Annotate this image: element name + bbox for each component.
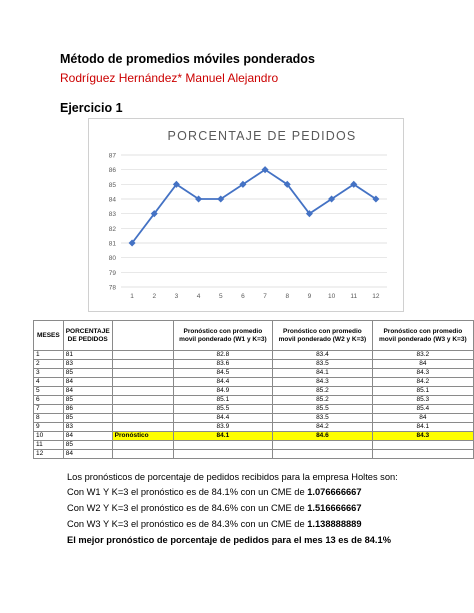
table-cell: 9 bbox=[34, 423, 64, 432]
table-row bbox=[34, 414, 474, 423]
line-chart bbox=[88, 118, 404, 312]
table-cell: 84 bbox=[63, 378, 112, 387]
exercise-heading: Ejercicio 1 bbox=[60, 101, 123, 115]
x-tick-label: 4 bbox=[196, 293, 201, 300]
table-cell: 84.1 bbox=[372, 423, 473, 432]
table-cell: 84.1 bbox=[173, 432, 273, 441]
table-row bbox=[34, 351, 474, 360]
table-cell: 85 bbox=[63, 441, 112, 450]
table-cell: 4 bbox=[34, 378, 64, 387]
table-cell: 85.4 bbox=[372, 405, 473, 414]
table-header-row bbox=[34, 321, 474, 351]
table-cell: 84 bbox=[372, 360, 473, 369]
table-header-cell bbox=[112, 321, 173, 351]
y-tick-label: 82 bbox=[108, 225, 116, 233]
intro-text: Los pronósticos de porcentaje de pedidos recibidos para la empresa Holtes son: bbox=[67, 472, 398, 482]
table-cell: 83.5 bbox=[273, 414, 373, 423]
table-cell: 84 bbox=[372, 414, 473, 423]
table-cell bbox=[372, 441, 473, 450]
table-cell bbox=[273, 450, 373, 459]
w3-result bbox=[67, 519, 362, 529]
table-cell: 85.1 bbox=[372, 387, 473, 396]
y-tick-label: 79 bbox=[108, 269, 116, 277]
table-cell: 83 bbox=[63, 423, 112, 432]
table-cell: Pronóstico bbox=[112, 432, 173, 441]
chart-svg bbox=[89, 119, 403, 311]
table-cell bbox=[112, 351, 173, 360]
table-row bbox=[34, 378, 474, 387]
w1-cme: 1.076666667 bbox=[307, 487, 362, 497]
table-cell: 84.5 bbox=[173, 369, 273, 378]
table-cell: 81 bbox=[63, 351, 112, 360]
table-cell: 84.3 bbox=[372, 432, 473, 441]
table-row bbox=[34, 405, 474, 414]
y-tick-label: 87 bbox=[108, 152, 116, 160]
data-table bbox=[33, 320, 474, 459]
table-cell bbox=[273, 441, 373, 450]
table-cell: 84.3 bbox=[273, 378, 373, 387]
table-cell: 84.3 bbox=[372, 369, 473, 378]
table-cell bbox=[112, 369, 173, 378]
table-cell: 83 bbox=[63, 360, 112, 369]
table-header-cell: Pronóstico con promedio movil ponderado (W2 y K=3) bbox=[273, 321, 373, 351]
chart-title: PORCENTAJE DE PEDIDOS bbox=[167, 129, 357, 143]
table-cell bbox=[112, 378, 173, 387]
table-cell: 85.5 bbox=[273, 405, 373, 414]
y-tick-label: 81 bbox=[108, 240, 116, 248]
table-cell: 83.9 bbox=[173, 423, 273, 432]
table-cell: 83.4 bbox=[273, 351, 373, 360]
table-cell: 2 bbox=[34, 360, 64, 369]
table-row bbox=[34, 450, 474, 459]
table-cell: 1 bbox=[34, 351, 64, 360]
table-cell: 85 bbox=[63, 396, 112, 405]
y-tick-label: 86 bbox=[108, 167, 116, 175]
table-cell: 84.4 bbox=[173, 414, 273, 423]
table-cell: 86 bbox=[63, 405, 112, 414]
table-cell: 85.3 bbox=[372, 396, 473, 405]
table-cell: 5 bbox=[34, 387, 64, 396]
table-cell bbox=[112, 387, 173, 396]
table-cell: 83.2 bbox=[372, 351, 473, 360]
table-cell: 84 bbox=[63, 450, 112, 459]
table-cell: 85.5 bbox=[173, 405, 273, 414]
table-cell: 85.1 bbox=[173, 396, 273, 405]
y-tick-label: 80 bbox=[108, 255, 116, 263]
table-cell bbox=[112, 441, 173, 450]
document-title: Método de promedios móviles ponderados bbox=[60, 52, 315, 66]
table-cell: 84 bbox=[63, 387, 112, 396]
table-cell: 84.2 bbox=[273, 423, 373, 432]
table-cell bbox=[112, 450, 173, 459]
table-cell bbox=[372, 450, 473, 459]
table-cell: 84 bbox=[63, 432, 112, 441]
table-row bbox=[34, 423, 474, 432]
table-row bbox=[34, 360, 474, 369]
table-row bbox=[34, 441, 474, 450]
table-cell: 3 bbox=[34, 369, 64, 378]
table-row bbox=[34, 387, 474, 396]
y-tick-label: 78 bbox=[108, 284, 116, 292]
table-cell bbox=[173, 441, 273, 450]
x-tick-label: 7 bbox=[263, 293, 267, 300]
table-cell: 84.2 bbox=[372, 378, 473, 387]
table-cell: 84.6 bbox=[273, 432, 373, 441]
table-cell: 8 bbox=[34, 414, 64, 423]
x-tick-label: 9 bbox=[307, 293, 312, 300]
table-cell: 85 bbox=[63, 414, 112, 423]
y-tick-label: 84 bbox=[108, 196, 116, 204]
table-cell: 84.9 bbox=[173, 387, 273, 396]
table-cell bbox=[112, 405, 173, 414]
x-tick-label: 3 bbox=[174, 293, 179, 300]
table-cell: 11 bbox=[34, 441, 64, 450]
table-cell: 83.5 bbox=[273, 360, 373, 369]
conclusion-text: El mejor pronóstico de porcentaje de pedidos para el mes 13 es de 84.1% bbox=[67, 535, 391, 545]
table-cell bbox=[112, 360, 173, 369]
table-header-cell: MESES bbox=[34, 321, 64, 351]
w3-cme: 1.138888889 bbox=[307, 519, 362, 529]
table-cell bbox=[173, 450, 273, 459]
table-header-cell: Pronóstico con promedio movil ponderado (W1 y K=3) bbox=[173, 321, 273, 351]
x-tick-label: 6 bbox=[241, 293, 245, 300]
x-tick-label: 11 bbox=[350, 293, 358, 300]
w3-text: Con W3 Y K=3 el pronóstico es de 84.3% con un CME de bbox=[67, 519, 308, 529]
table-cell bbox=[112, 423, 173, 432]
table-row bbox=[34, 396, 474, 405]
table-cell: 6 bbox=[34, 396, 64, 405]
x-tick-label: 12 bbox=[372, 293, 380, 300]
table-cell: 10 bbox=[34, 432, 64, 441]
x-tick-label: 8 bbox=[285, 293, 290, 300]
table-cell: 12 bbox=[34, 450, 64, 459]
x-tick-label: 5 bbox=[218, 293, 223, 300]
table-cell: 84.1 bbox=[273, 369, 373, 378]
table-cell bbox=[112, 396, 173, 405]
table-header-cell: PORCENTAJE DE PEDIDOS bbox=[63, 321, 112, 351]
table-cell: 83.6 bbox=[173, 360, 273, 369]
table-cell: 84.4 bbox=[173, 378, 273, 387]
x-tick-label: 10 bbox=[327, 293, 336, 300]
x-tick-label: 1 bbox=[130, 293, 134, 300]
table-cell: 85.2 bbox=[273, 396, 373, 405]
w1-text: Con W1 Y K=3 el pronóstico es de 84.1% con un CME de bbox=[67, 487, 308, 497]
table-cell bbox=[112, 414, 173, 423]
x-tick-label: 2 bbox=[152, 293, 157, 300]
table-row bbox=[34, 432, 474, 441]
series-line bbox=[132, 170, 376, 243]
w2-cme: 1.516666667 bbox=[307, 503, 362, 513]
w2-text: Con W2 Y K=3 el pronóstico es de 84.6% con un CME de bbox=[67, 503, 308, 513]
table-row bbox=[34, 369, 474, 378]
y-tick-label: 85 bbox=[108, 181, 116, 189]
table-header-cell: Pronóstico con promedio movil ponderado (W3 y K=3) bbox=[372, 321, 473, 351]
table-cell: 85 bbox=[63, 369, 112, 378]
table-cell: 7 bbox=[34, 405, 64, 414]
w2-result bbox=[67, 503, 362, 513]
y-tick-label: 83 bbox=[108, 211, 116, 219]
table-cell: 82.8 bbox=[173, 351, 273, 360]
w1-result bbox=[67, 487, 362, 497]
author-name: Rodríguez Hernández* Manuel Alejandro bbox=[60, 71, 279, 85]
table-cell: 85.2 bbox=[273, 387, 373, 396]
